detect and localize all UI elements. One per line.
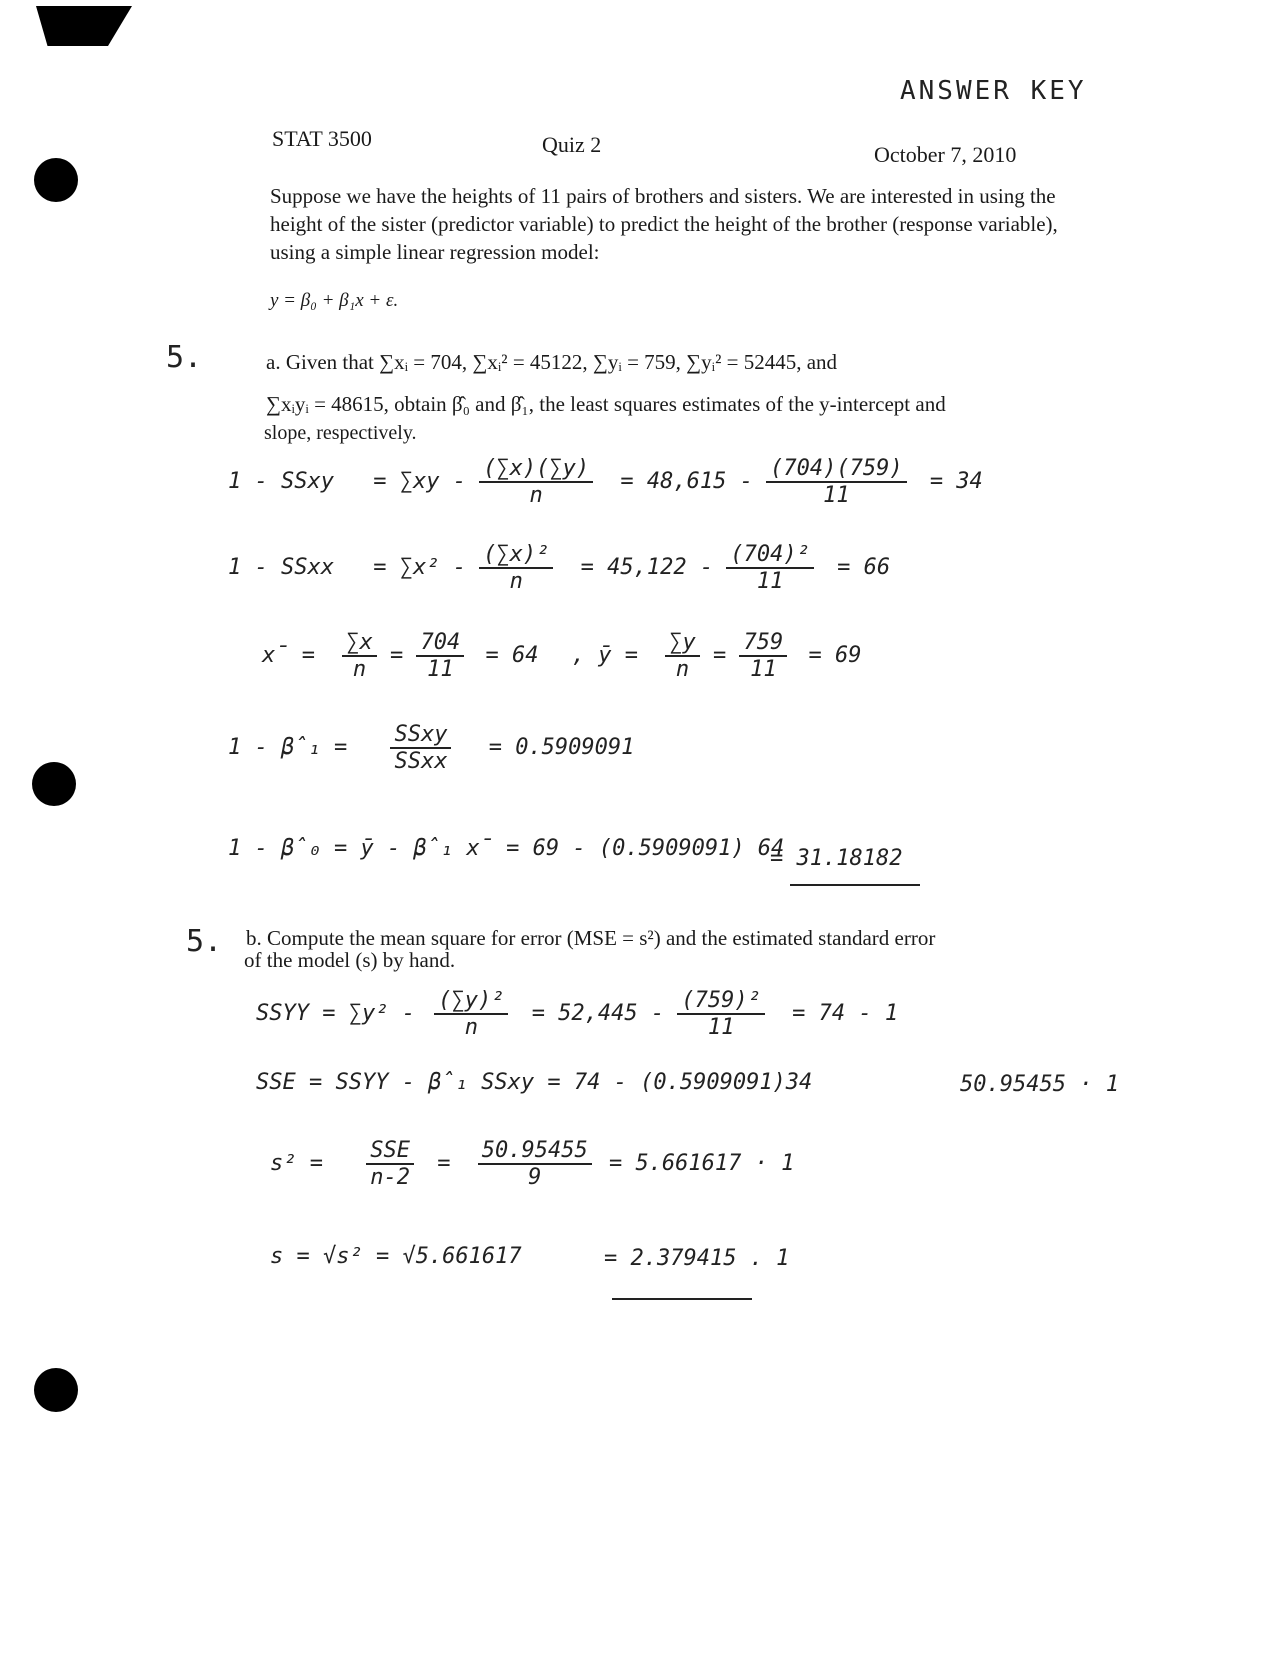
s-answer-underline	[612, 1298, 752, 1300]
b0-result: = 31.18182	[770, 846, 903, 871]
quiz-title: Quiz 2	[542, 132, 602, 157]
binder-hole-bottom	[34, 1368, 78, 1412]
ssxy-den2: 11	[823, 483, 850, 508]
ssyy-fraction2	[677, 988, 764, 1040]
sse-line: SSE = SSYY - β̂₁ SSxy = 74 - (0.5909091)34	[256, 1070, 813, 1095]
part-b-points: 5.	[186, 924, 223, 959]
s2-lhs: s² =	[270, 1151, 323, 1176]
ssyy-result: = 74 - 1	[792, 1001, 899, 1026]
ssxy-num2: (704)(759)	[766, 456, 906, 483]
xbar-equals: =	[389, 643, 404, 668]
ssxy-sum: = ∑xy -	[373, 469, 466, 494]
ssxy-den: n	[529, 483, 543, 508]
ssxy-fraction	[479, 456, 593, 508]
ssyy-den2: 11	[707, 1015, 735, 1040]
ssxy-fraction2	[766, 456, 906, 508]
part-a-points: 5.	[166, 340, 203, 375]
sse-result: 50.95455 · 1	[960, 1072, 1119, 1097]
ssyy-den: n	[464, 1015, 478, 1040]
ssyy-lhs: SSYY = ∑y² -	[256, 1001, 415, 1026]
ssxx-fraction	[479, 542, 553, 594]
ssxx-sum: = ∑x² -	[373, 555, 466, 580]
xbar-den: n	[352, 657, 367, 682]
means-work	[262, 630, 861, 682]
ssxy-result: = 34	[929, 469, 983, 494]
b0-answer-underline	[790, 884, 920, 886]
ssxy-num: (∑x)(∑y)	[479, 456, 593, 483]
ybar-result: = 69	[808, 643, 862, 668]
ssyy-fraction	[434, 988, 508, 1040]
b1-den: SSxx	[394, 749, 448, 774]
ssxx-lhs: 1 - SSxx	[228, 555, 334, 580]
ybar-fraction2	[739, 630, 787, 682]
b1-result: = 0.5909091	[488, 735, 635, 760]
ssxx-den: n	[509, 569, 523, 594]
regression-model: y = β₀ + β₁x + ε.	[270, 290, 399, 311]
beta1-work	[228, 722, 634, 774]
xbar-num2: 704	[416, 630, 464, 657]
b1-fraction	[390, 722, 451, 774]
s2-den2: 9	[528, 1165, 542, 1190]
s2-work	[270, 1138, 794, 1190]
s2-num: SSE	[366, 1138, 414, 1165]
xbar-den2: 11	[427, 657, 454, 682]
b1-lhs: 1 - β̂₁ =	[228, 735, 348, 760]
ssyy-num: (∑y)²	[434, 988, 508, 1015]
xbar-num: ∑x	[342, 630, 377, 657]
s2-result: = 5.661617 · 1	[608, 1151, 795, 1176]
s2-den: n-2	[370, 1165, 410, 1190]
ssxx-den2: 11	[756, 569, 784, 594]
part-a-question-line2: ∑xᵢyᵢ = 48615, obtain β̂₀ and β̂₁, the least squares estimates of the y-intercept and	[266, 392, 946, 416]
xbar-result: = 64	[485, 643, 539, 668]
binder-hole-top	[34, 158, 78, 202]
intro-paragraph: Suppose we have the heights of 11 pairs of brothers and sisters. We are interested in using the height of the sister (predictor variable) to predict the height of the brother (response variable), using a simple linear regression model:	[270, 184, 1058, 264]
ssxx-mid: = 45,122 -	[580, 555, 714, 580]
part-b-question-line2: of the model (s) by hand.	[244, 948, 456, 972]
b0-line: 1 - β̂₀ = ȳ - β̂₁ x̄ = 69 - (0.5909091) 64	[228, 836, 785, 861]
xbar-lhs: x̄ =	[262, 643, 315, 668]
s-line: s = √s² = √5.661617	[270, 1244, 522, 1269]
binder-hole-middle	[32, 762, 76, 806]
ybar-num: ∑y	[665, 630, 700, 657]
s-result: = 2.379415 . 1	[604, 1246, 790, 1271]
ssyy-num2: (759)²	[677, 988, 764, 1015]
answer-key-label: ANSWER KEY	[900, 76, 1087, 106]
ybar-den2: 11	[750, 657, 777, 682]
s2-num2: 50.95455	[478, 1138, 592, 1165]
ssxy-work	[228, 456, 983, 508]
part-a-question-line1: a. Given that ∑xᵢ = 704, ∑xᵢ² = 45122, ∑yᵢ = 759, ∑yᵢ² = 52445, and	[266, 350, 838, 374]
s2-equals: =	[437, 1151, 451, 1176]
part-a-question-line3: slope, respectively.	[264, 422, 417, 444]
ssxx-num2: (704)²	[726, 542, 813, 569]
xbar-fraction	[342, 630, 377, 682]
b1-num: SSxy	[390, 722, 451, 749]
ssyy-mid: = 52,445 -	[531, 1001, 665, 1026]
ybar-num2: 759	[739, 630, 787, 657]
ssxx-result: = 66	[837, 555, 891, 580]
s2-fraction	[366, 1138, 414, 1190]
ybar-lhs: , ȳ =	[571, 643, 638, 668]
ybar-equals: =	[712, 643, 727, 668]
ssxy-lhs: 1 - SSxy	[228, 469, 334, 494]
ssxy-mid: = 48,615 -	[620, 469, 753, 494]
xbar-fraction2	[416, 630, 464, 682]
redaction-mark	[36, 6, 132, 46]
s2-fraction2	[478, 1138, 592, 1190]
quiz-date: October 7, 2010	[874, 142, 1017, 167]
ssxx-work	[228, 542, 890, 594]
ssyy-work	[256, 988, 898, 1040]
ssxx-num: (∑x)²	[479, 542, 553, 569]
part-b-question-line1: b. Compute the mean square for error (MSE = s²) and the estimated standard error	[246, 926, 936, 950]
ybar-fraction	[665, 630, 700, 682]
course-code: STAT 3500	[272, 126, 372, 151]
ybar-den: n	[675, 657, 690, 682]
ssxx-fraction2	[726, 542, 813, 594]
